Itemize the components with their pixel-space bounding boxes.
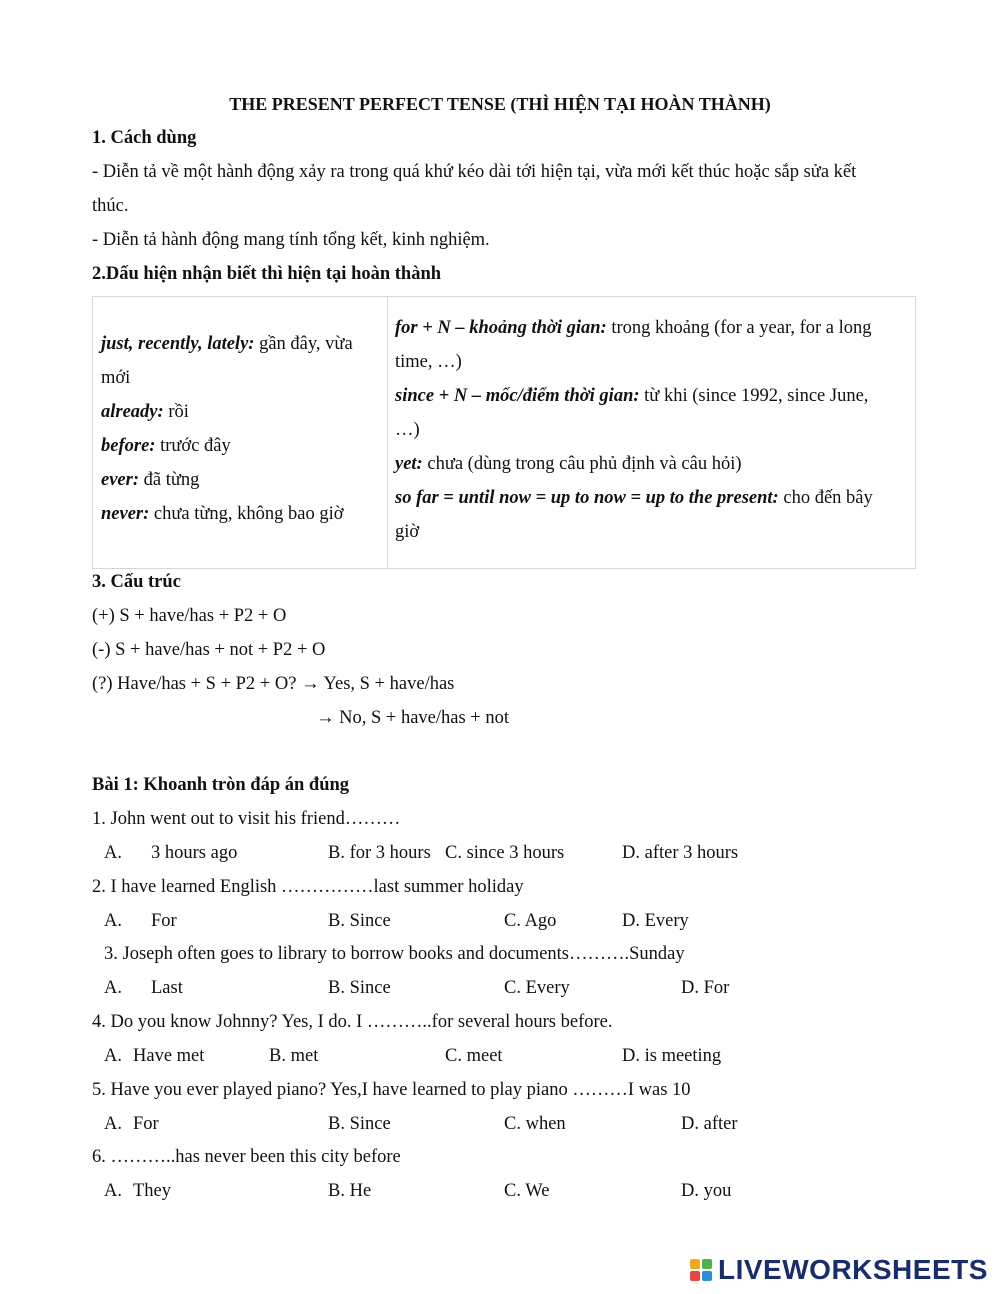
signal-left-row: already: rồi (101, 402, 189, 422)
option-a[interactable]: Last (151, 978, 183, 998)
option-letter[interactable]: A. (104, 1181, 122, 1201)
signal-left-row: just, recently, lately: gần đây, vừa (101, 334, 353, 354)
option-letter[interactable]: A. (104, 1114, 122, 1134)
section-3-heading: 3. Cấu trúc (92, 572, 181, 592)
option-b[interactable]: B. for 3 hours (328, 843, 431, 863)
option-c[interactable]: C. since 3 hours (445, 843, 565, 863)
signal-words-table (92, 296, 916, 569)
option-letter[interactable]: A. (104, 911, 122, 931)
logo-mark-square (690, 1259, 700, 1269)
logo-mark-square (690, 1271, 700, 1281)
signal-right-row: time, …) (395, 352, 462, 372)
option-a[interactable]: 3 hours ago (151, 843, 238, 863)
signal-left-row: ever: đã từng (101, 470, 200, 490)
option-b[interactable]: B. Since (328, 978, 391, 998)
usage-line-1: - Diễn tả về một hành động xảy ra trong quá khứ kéo dài tới hiện tại, vừa mới kết thúc hoặc sắp sửa kết (92, 162, 857, 182)
signal-right-row: …) (395, 420, 420, 440)
option-letter[interactable]: A. (104, 1046, 122, 1066)
option-c[interactable]: C. meet (445, 1046, 503, 1066)
question-text: 5. Have you ever played piano? Yes,I have learned to play piano ………I was 10 (92, 1080, 691, 1100)
option-d[interactable]: D. Every (622, 911, 689, 931)
question-text: 6. ………..has never been this city before (92, 1147, 401, 1167)
structure-negative: (-) S + have/has + not + P2 + O (92, 640, 326, 660)
table-column-divider (387, 297, 388, 568)
section-2-heading: 2.Dấu hiện nhận biết thì hiện tại hoàn thành (92, 264, 442, 284)
option-a[interactable]: Have met (133, 1046, 205, 1066)
liveworksheets-logo (690, 1254, 988, 1286)
option-d[interactable]: D. you (681, 1181, 732, 1201)
signal-left-row: mới (101, 368, 131, 388)
question-text: 3. Joseph often goes to library to borrow books and documents……….Sunday (104, 944, 685, 964)
usage-line-2: - Diễn tả hành động mang tính tổng kết, kinh nghiệm. (92, 230, 490, 250)
page-title: THE PRESENT PERFECT TENSE (THÌ HIỆN TẠI HOÀN THÀNH) (229, 94, 771, 114)
option-b[interactable]: B. He (328, 1181, 372, 1201)
signal-right-row: for + N – khoảng thời gian: trong khoảng (for a year, for a long (395, 318, 872, 338)
option-b[interactable]: B. Since (328, 911, 391, 931)
logo-mark-square (702, 1259, 712, 1269)
question-text: 2. I have learned English ……………last summer holiday (92, 877, 524, 897)
logo-mark-square (702, 1271, 712, 1281)
option-d[interactable]: D. For (681, 978, 730, 998)
logo-mark-icon (690, 1259, 712, 1281)
signal-right-row: giờ (395, 522, 420, 542)
section-1-heading: 1. Cách dùng (92, 128, 197, 148)
option-a[interactable]: For (151, 911, 177, 931)
option-c[interactable]: C. Ago (504, 911, 557, 931)
signal-right-row: yet: chưa (dùng trong câu phủ định và câu hỏi) (395, 454, 742, 474)
logo-text: LIVEWORKSHEETS (718, 1254, 988, 1285)
signal-right-row: since + N – mốc/điểm thời gian: từ khi (since 1992, since June, (395, 386, 869, 406)
option-d[interactable]: D. after (681, 1114, 738, 1134)
option-a[interactable]: They (133, 1181, 172, 1201)
exercise-heading: Bài 1: Khoanh tròn đáp án đúng (92, 775, 350, 795)
option-letter[interactable]: A. (104, 978, 122, 998)
question-text: 1. John went out to visit his friend……… (92, 809, 401, 829)
option-c[interactable]: C. We (504, 1181, 550, 1201)
option-c[interactable]: C. Every (504, 978, 570, 998)
option-a[interactable]: For (133, 1114, 159, 1134)
signal-left-row: before: trước đây (101, 436, 231, 456)
option-b[interactable]: B. met (269, 1046, 319, 1066)
option-b[interactable]: B. Since (328, 1114, 391, 1134)
signal-right-row: so far = until now = up to now = up to the present: cho đến bây (395, 488, 873, 508)
structure-question-no: → No, S + have/has + not (316, 708, 510, 728)
signal-left-row: never: chưa từng, không bao giờ (101, 504, 344, 524)
structure-question: (?) Have/has + S + P2 + O? → Yes, S + have/has (92, 674, 455, 694)
option-d[interactable]: D. after 3 hours (622, 843, 739, 863)
usage-line-1-continued: thúc. (92, 196, 129, 216)
structure-positive: (+) S + have/has + P2 + O (92, 606, 287, 626)
question-text: 4. Do you know Johnny? Yes, I do. I ………..for several hours before. (92, 1012, 613, 1032)
option-letter[interactable]: A. (104, 843, 122, 863)
option-c[interactable]: C. when (504, 1114, 566, 1134)
option-d[interactable]: D. is meeting (622, 1046, 722, 1066)
